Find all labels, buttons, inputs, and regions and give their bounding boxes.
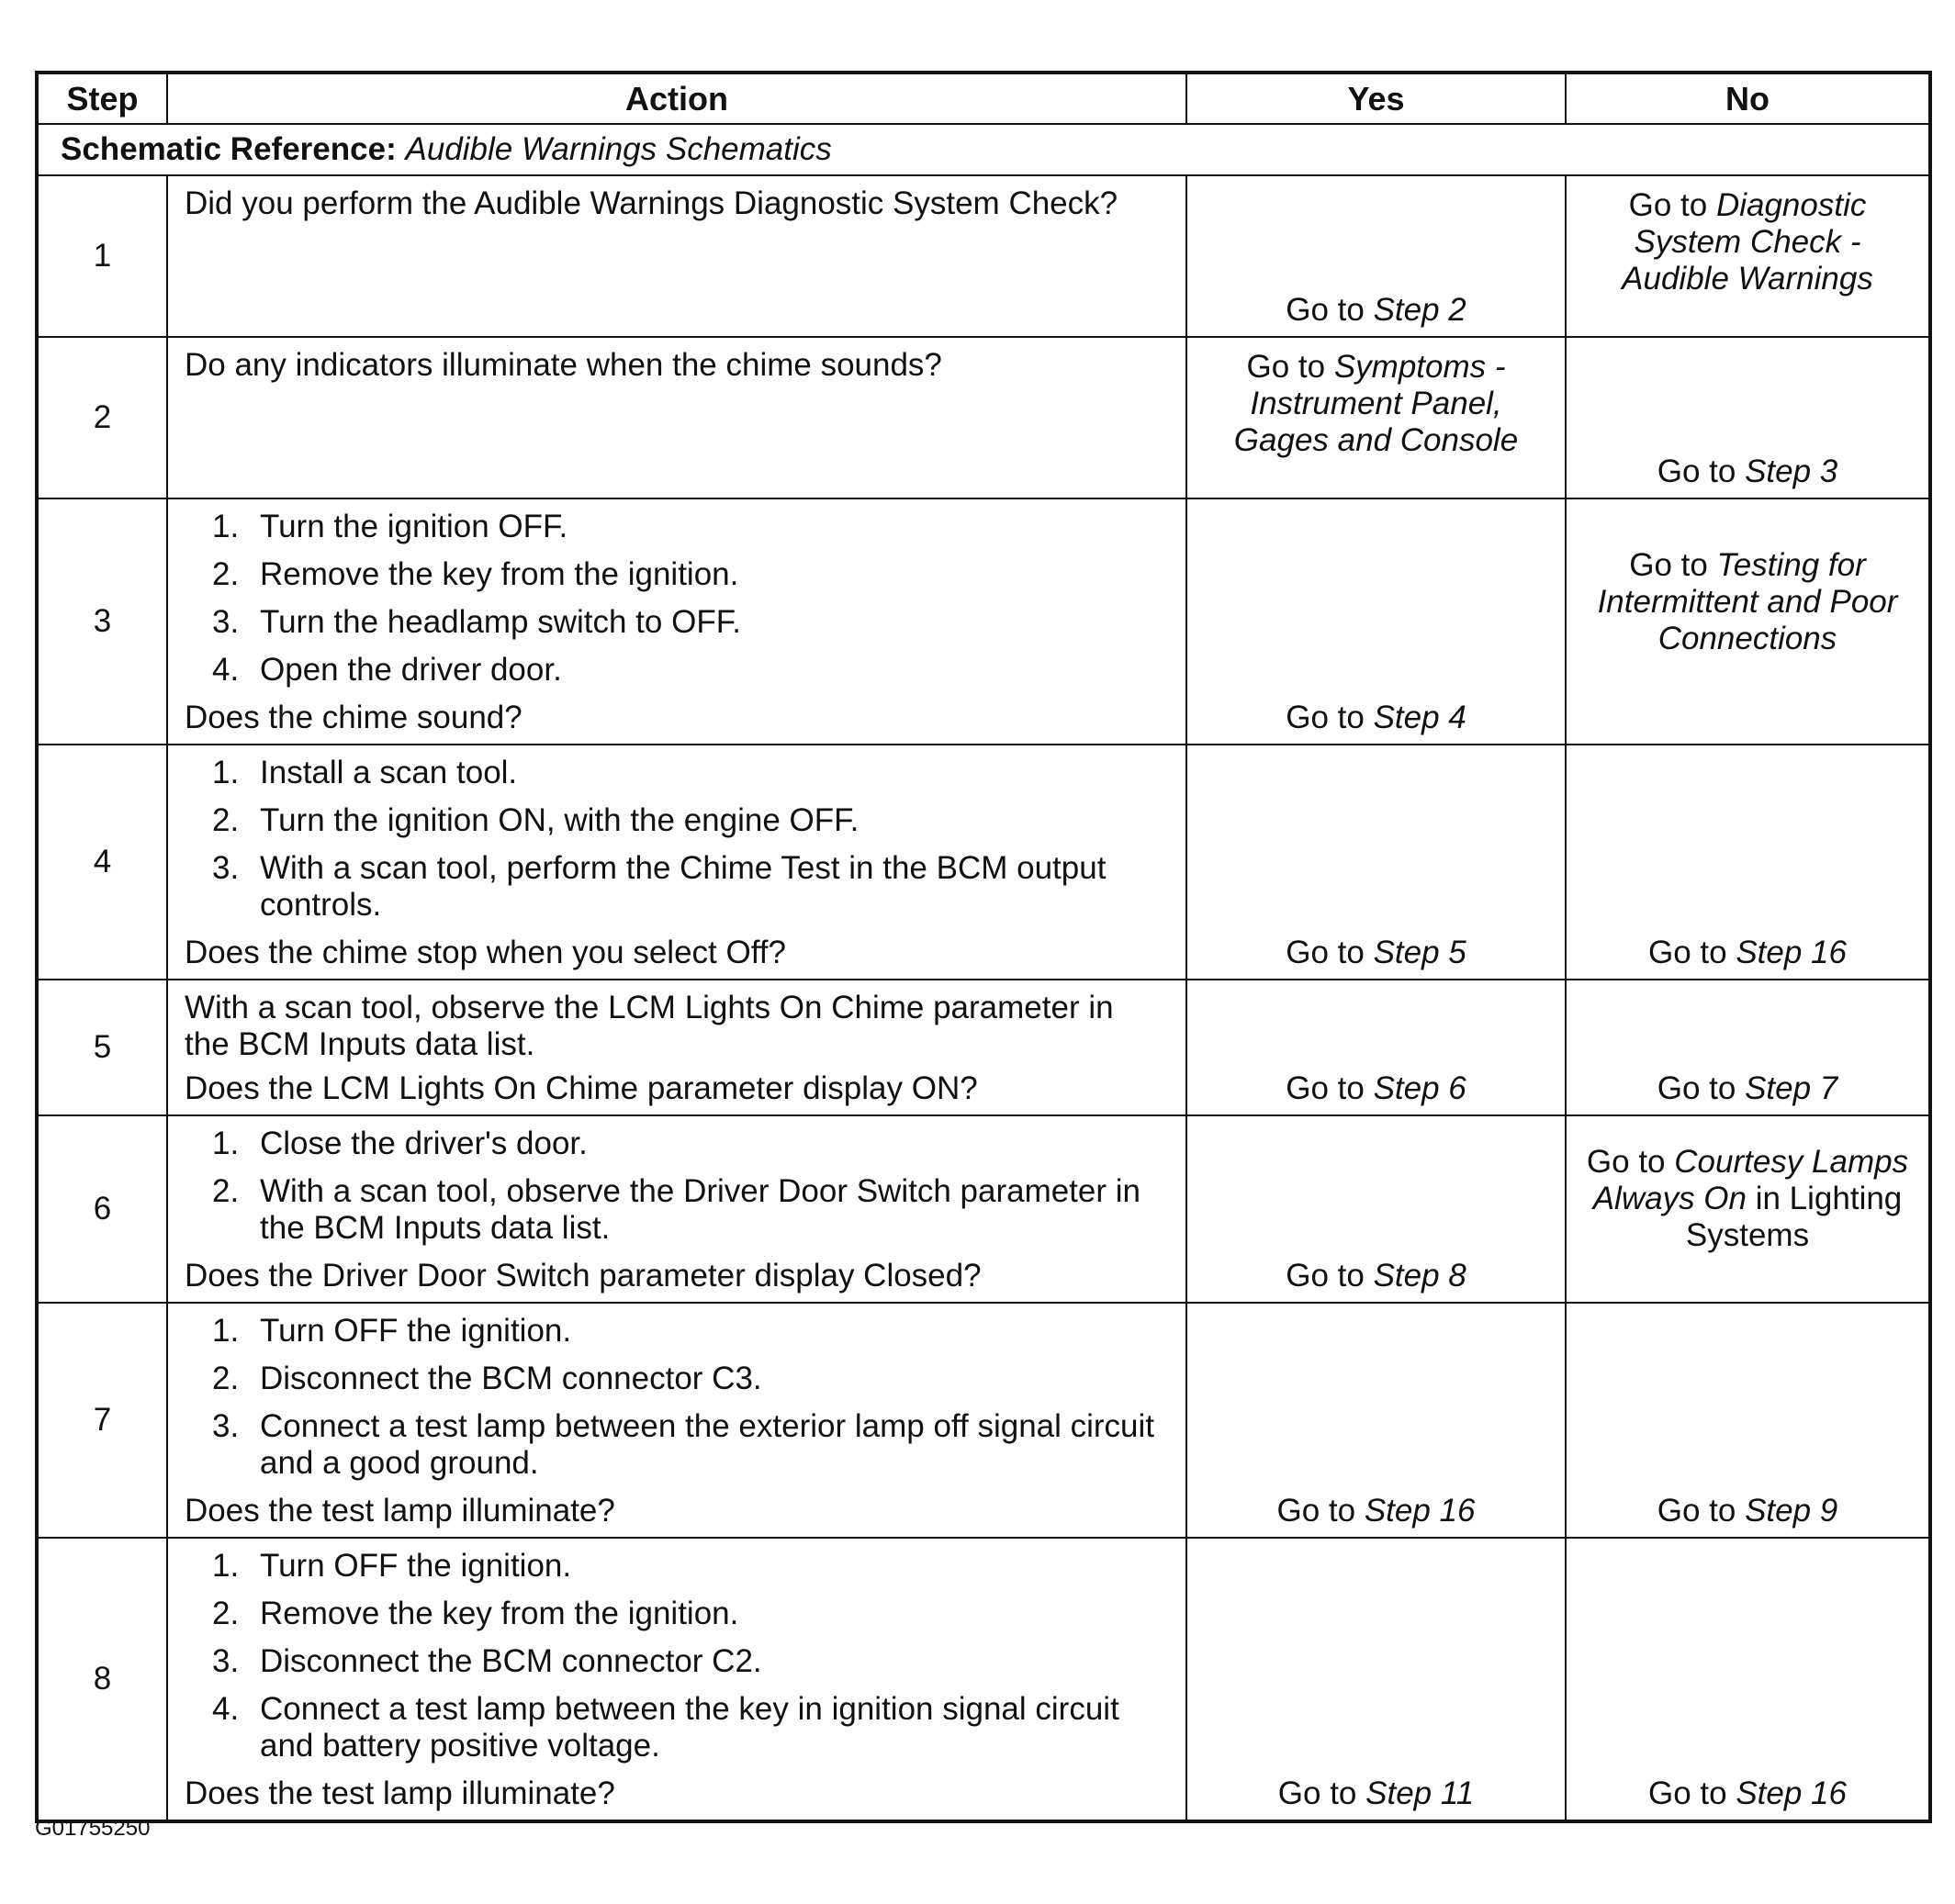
yes-link[interactable]: Step 4 xyxy=(1373,700,1466,735)
yes-link[interactable]: Step 8 xyxy=(1373,1258,1466,1294)
step-number: 4 xyxy=(37,745,167,980)
yes-cell: Go to Step 11 xyxy=(1186,1538,1566,1821)
procedure-list xyxy=(185,1304,1165,1493)
yes-cell: Go to Step 6 xyxy=(1186,980,1566,1115)
step-number: 7 xyxy=(37,1303,167,1538)
table-row xyxy=(37,175,1930,337)
action-question: Does the test lamp illuminate? xyxy=(185,1493,615,1529)
no-cell: Go to Testing for Intermittent and Poor Connections xyxy=(1566,498,1930,745)
action-cell xyxy=(167,337,1186,498)
action-text: Do any indicators illuminate when the chime sounds? xyxy=(185,347,942,383)
no-cell: Go to Step 16 xyxy=(1566,1538,1930,1821)
table-row xyxy=(37,745,1930,980)
list-item: 4. Open the driver door. xyxy=(212,652,562,688)
no-cell: Go to Diagnostic System Check - Audible Warnings xyxy=(1566,175,1930,337)
table-row xyxy=(37,1303,1930,1538)
step-number: 2 xyxy=(37,337,167,498)
header-no: No xyxy=(1566,73,1930,124)
list-item: 3. With a scan tool, perform the Chime Test in the BCM output controls. xyxy=(212,850,1107,923)
diagnostic-table xyxy=(35,71,1932,1823)
list-item: 1. Turn OFF the ignition. xyxy=(212,1313,572,1349)
header-step: Step xyxy=(37,73,167,124)
no-cell: Go to Step 9 xyxy=(1566,1303,1930,1538)
no-link[interactable]: Step 9 xyxy=(1745,1493,1838,1529)
list-item: 1. Turn OFF the ignition. xyxy=(212,1548,572,1584)
list-item: 4. Connect a test lamp between the key in ignition signal circuit and battery positive voltage. xyxy=(212,1691,1119,1764)
list-item: 2. Remove the key from the ignition. xyxy=(212,1596,739,1631)
action-cell xyxy=(167,1303,1186,1538)
schematic-reference-label: Schematic Reference: xyxy=(61,131,397,167)
yes-cell: Go to Step 16 xyxy=(1186,1303,1566,1538)
procedure-list xyxy=(185,745,1165,935)
yes-link[interactable]: Step 6 xyxy=(1373,1070,1466,1106)
no-link[interactable]: Step 16 xyxy=(1736,935,1847,970)
action-question: Does the test lamp illuminate? xyxy=(185,1775,615,1811)
table-row xyxy=(37,1115,1930,1303)
yes-cell: Go to Step 5 xyxy=(1186,745,1566,980)
action-cell xyxy=(167,745,1186,980)
step-number: 1 xyxy=(37,175,167,337)
action-question: Does the chime sound? xyxy=(185,700,522,735)
action-cell xyxy=(167,1538,1186,1821)
no-link[interactable]: Diagnostic System Check - Audible Warnings xyxy=(1622,187,1873,297)
no-link[interactable]: Testing for Intermittent and Poor Connections xyxy=(1597,547,1898,656)
no-cell: Go to Step 16 xyxy=(1566,745,1930,980)
yes-link[interactable]: Symptoms - Instrument Panel, Gages and Console xyxy=(1233,349,1519,458)
list-item: 1. Turn the ignition OFF. xyxy=(212,509,568,544)
action-cell xyxy=(167,175,1186,337)
action-question: Does the LCM Lights On Chime parameter display ON? xyxy=(185,1070,978,1106)
procedure-list xyxy=(185,499,1165,700)
list-item: 3. Turn the headlamp switch to OFF. xyxy=(212,604,741,640)
figure-id: G01755250 xyxy=(35,1816,151,1841)
action-cell xyxy=(167,1115,1186,1303)
list-item: 1. Install a scan tool. xyxy=(212,755,518,790)
action-question: Does the chime stop when you select Off? xyxy=(185,935,786,970)
list-item: 2. Disconnect the BCM connector C3. xyxy=(212,1361,762,1396)
list-item: 3. Disconnect the BCM connector C2. xyxy=(212,1643,762,1679)
no-link[interactable]: Step 7 xyxy=(1745,1070,1838,1106)
list-item: 2. With a scan tool, observe the Driver Door Switch parameter in the BCM Inputs data list. xyxy=(212,1173,1140,1246)
yes-cell: Go to Step 8 xyxy=(1186,1115,1566,1303)
no-link[interactable]: Courtesy Lamps Always On xyxy=(1592,1144,1909,1216)
no-cell: Go to Courtesy Lamps Always On in Lighting Systems xyxy=(1566,1115,1930,1303)
yes-link[interactable]: Step 2 xyxy=(1373,292,1466,328)
no-link[interactable]: Step 3 xyxy=(1745,454,1838,489)
action-question: Does the Driver Door Switch parameter display Closed? xyxy=(185,1258,982,1294)
schematic-reference-link[interactable]: Audible Warnings Schematics xyxy=(405,131,832,167)
action-cell xyxy=(167,980,1186,1115)
procedure-list xyxy=(185,1116,1165,1258)
header-action: Action xyxy=(167,73,1186,124)
table-row xyxy=(37,337,1930,498)
no-cell: Go to Step 7 xyxy=(1566,980,1930,1115)
yes-link[interactable]: Step 16 xyxy=(1364,1493,1476,1529)
list-item: 2. Remove the key from the ignition. xyxy=(212,556,739,592)
schematic-reference-row xyxy=(37,124,1930,175)
list-item: 2. Turn the ignition ON, with the engine OFF. xyxy=(212,802,860,838)
action-cell xyxy=(167,498,1186,745)
step-number: 3 xyxy=(37,498,167,745)
schematic-reference xyxy=(37,124,1930,175)
procedure-list xyxy=(185,1539,1165,1775)
yes-cell: Go to Step 4 xyxy=(1186,498,1566,745)
yes-link[interactable]: Step 5 xyxy=(1373,935,1466,970)
step-number: 5 xyxy=(37,980,167,1115)
table-row xyxy=(37,980,1930,1115)
list-item: 3. Connect a test lamp between the exterior lamp off signal circuit and a good ground. xyxy=(212,1408,1155,1481)
yes-link[interactable]: Step 11 xyxy=(1365,1775,1475,1811)
no-link[interactable]: Step 16 xyxy=(1736,1775,1847,1811)
yes-cell: Go to Symptoms - Instrument Panel, Gages and Console xyxy=(1186,337,1566,498)
table-row xyxy=(37,1538,1930,1821)
step-number: 8 xyxy=(37,1538,167,1821)
header-yes: Yes xyxy=(1186,73,1566,124)
action-text: Did you perform the Audible Warnings Diagnostic System Check? xyxy=(185,185,1118,221)
list-item: 1. Close the driver's door. xyxy=(212,1126,588,1161)
step-number: 6 xyxy=(37,1115,167,1303)
yes-cell: Go to Step 2 xyxy=(1186,175,1566,337)
action-text: With a scan tool, observe the LCM Lights On Chime parameter in the BCM Inputs data list. xyxy=(185,990,1114,1062)
header-row xyxy=(37,73,1930,124)
no-cell: Go to Step 3 xyxy=(1566,337,1930,498)
table-row xyxy=(37,498,1930,745)
